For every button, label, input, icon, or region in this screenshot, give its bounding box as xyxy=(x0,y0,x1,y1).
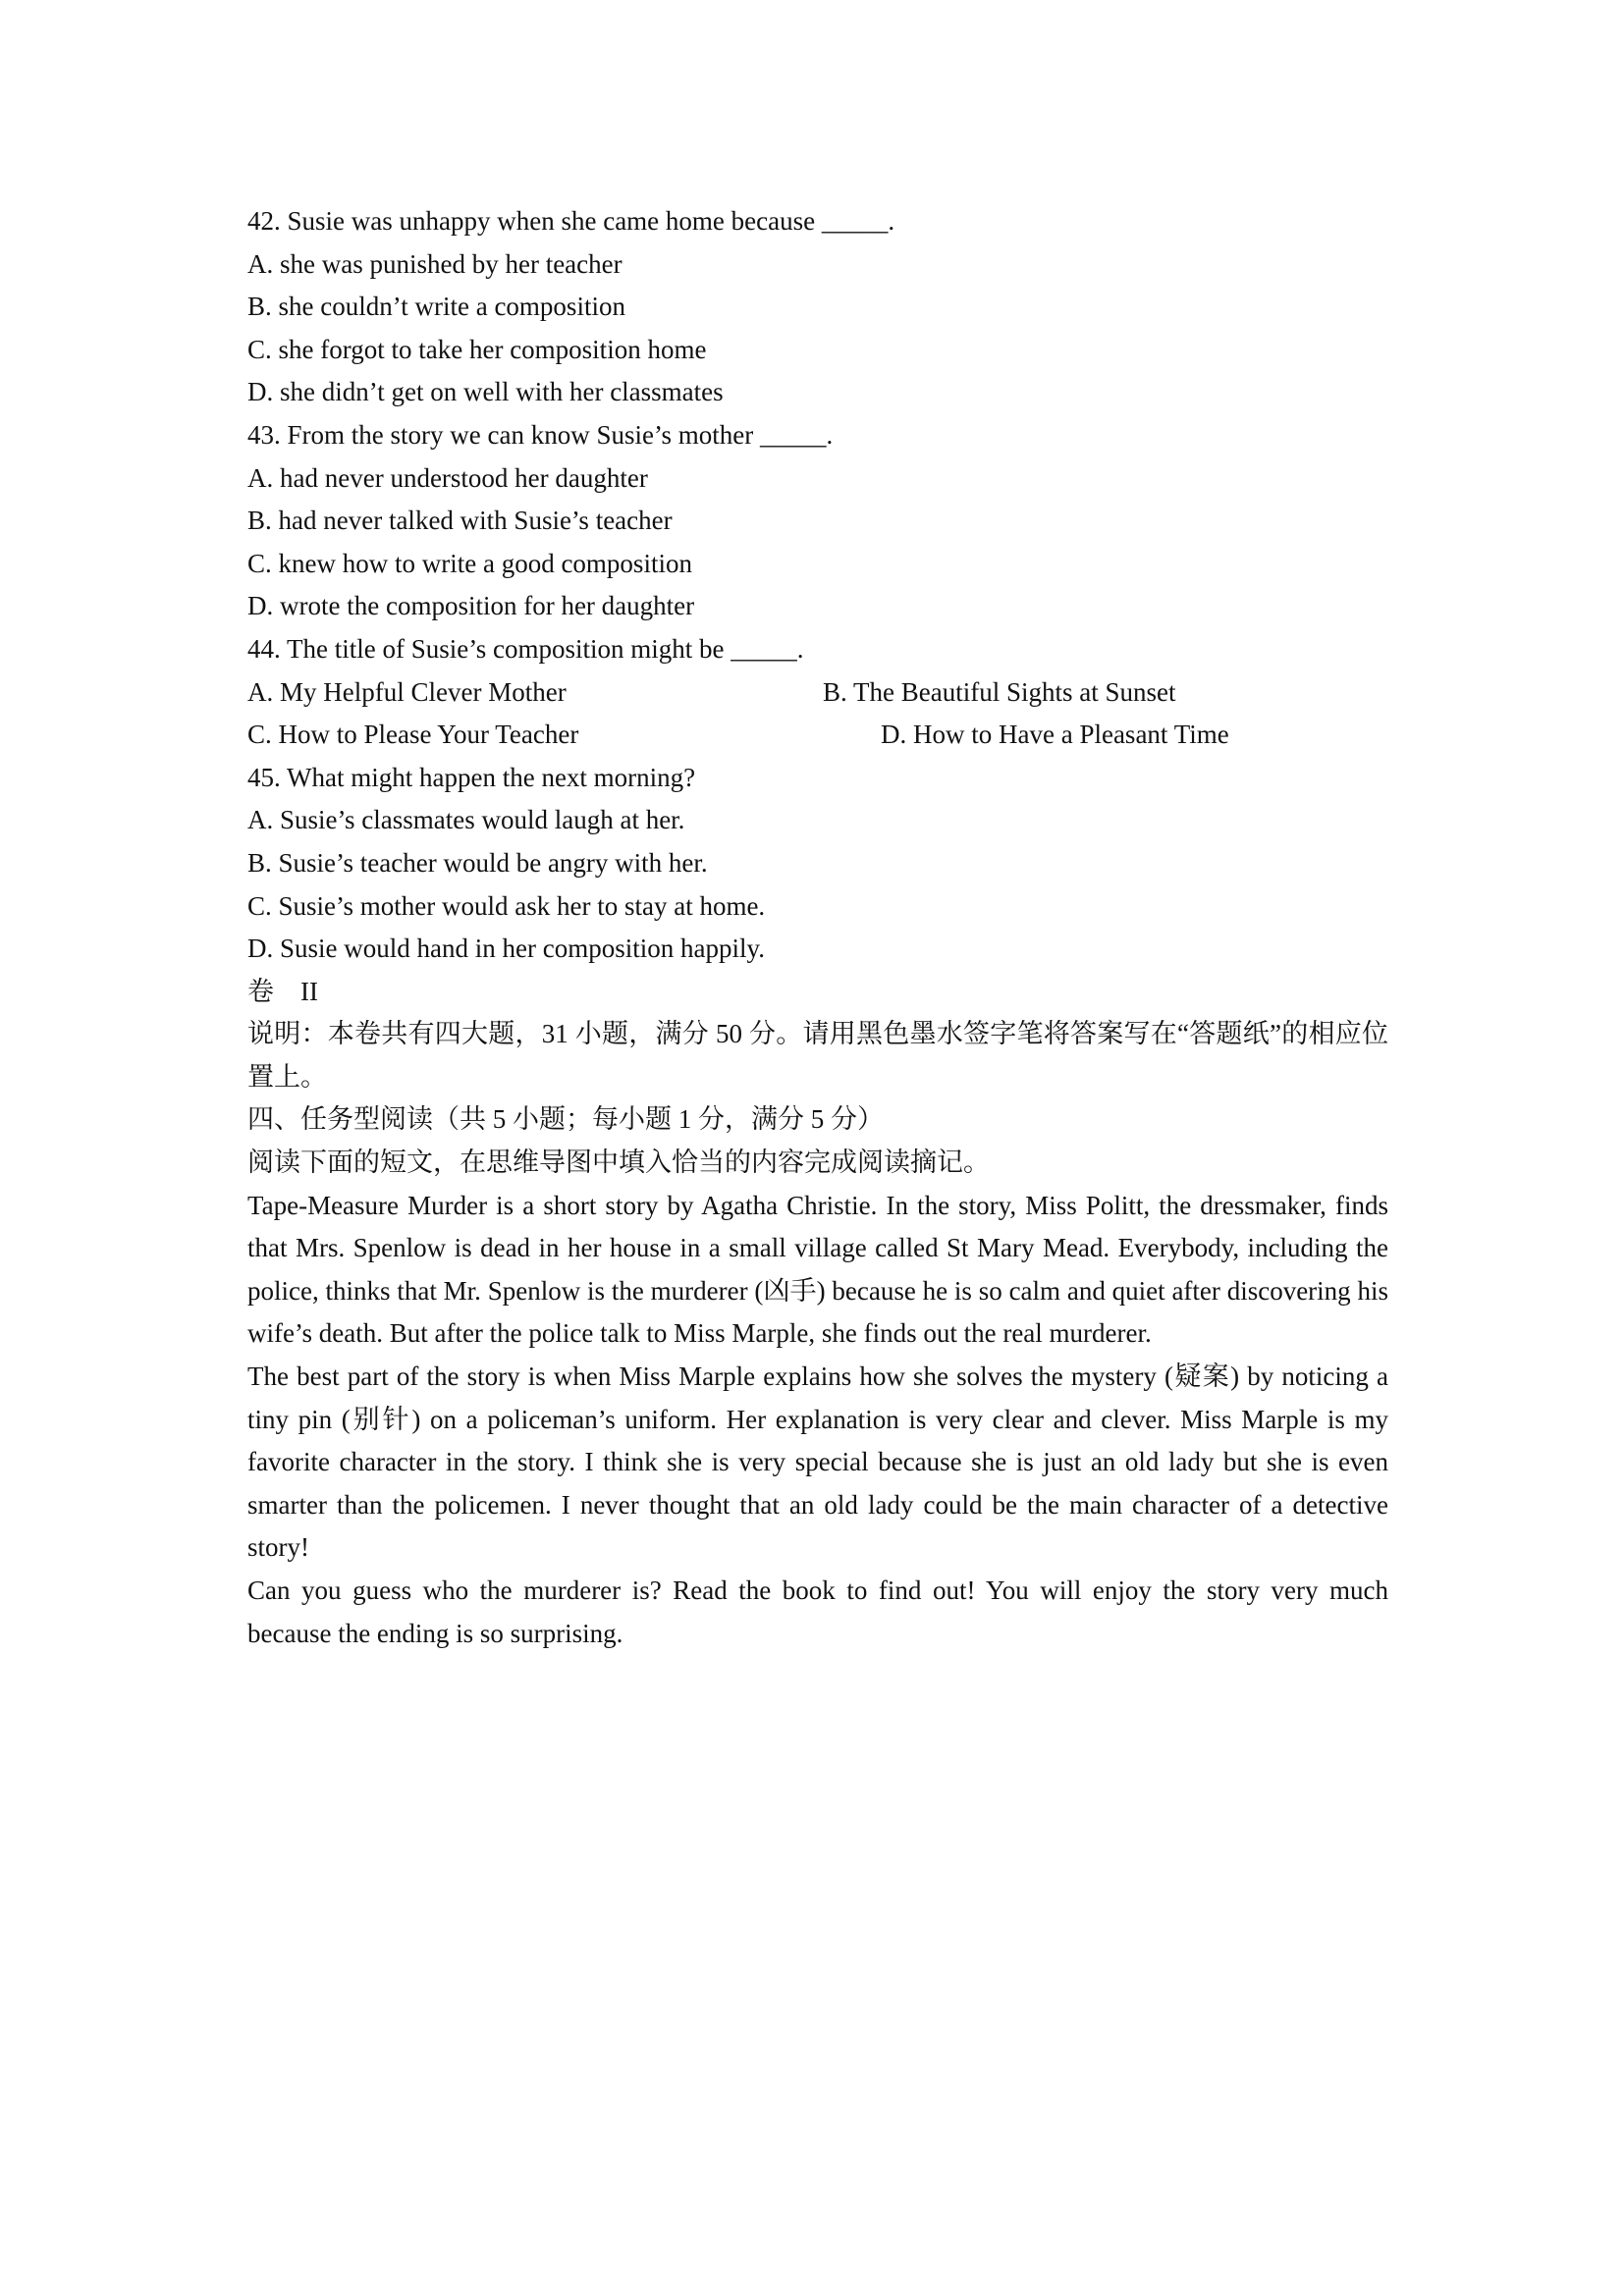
question-44-option-d: D. How to Have a Pleasant Time xyxy=(881,720,1229,750)
question-43-option-b: B. had never talked with Susie’s teacher xyxy=(247,506,673,536)
question-44-option-c: C. How to Please Your Teacher xyxy=(247,720,579,750)
question-42-option-d: D. she didn’t get on well with her classmates xyxy=(247,377,724,407)
question-44-option-b: B. The Beautiful Sights at Sunset xyxy=(823,676,1176,707)
passage-paragraph-3: Can you guess who the murderer is? Read the book to find out! You will enjoy the story very much because the ending is so surprising. xyxy=(247,1575,1388,1648)
question-44-stem: 44. The title of Susie’s composition might be _____. xyxy=(247,633,804,664)
question-43-option-d: D. wrote the composition for her daughter xyxy=(247,591,695,621)
question-43-option-a: A. had never understood her daughter xyxy=(247,462,648,493)
question-42-stem: 42. Susie was unhappy when she came home because _____. xyxy=(247,206,895,236)
passage-paragraph-2: The best part of the story is when Miss Marple explains how she solves the mystery (疑案) by noticing a tiny pin (别针) on a policeman’s uniform. Her explanation is very clear and clever. Miss Marple is my favorite character in the story. I think she is very special because she is just an old lady but she is even smarter than the policemen. I never thought that an old lady could be the main character of a detective story! xyxy=(247,1362,1388,1563)
question-42-option-b: B. she couldn’t write a composition xyxy=(247,292,625,322)
question-44-option-a: A. My Helpful Clever Mother xyxy=(247,676,567,707)
question-45-stem: 45. What might happen the next morning? xyxy=(247,762,696,792)
section-2-instructions: 说明：本卷共有四大题，31 小题，满分 50 分。请用黑色墨水签字笔将答案写在“答题纸”的相应位置上。 xyxy=(247,1019,1388,1092)
part-4-direction: 阅读下面的短文，在思维导图中填入恰当的内容完成阅读摘记。 xyxy=(247,1148,990,1178)
question-44-options-row-2 xyxy=(247,714,1388,757)
question-42-option-a: A. she was punished by her teacher xyxy=(247,248,623,279)
exam-page xyxy=(247,200,1388,1655)
question-45-option-d: D. Susie would hand in her composition happily. xyxy=(247,934,765,964)
question-45-option-a: A. Susie’s classmates would laugh at her. xyxy=(247,805,685,835)
question-43-option-c: C. knew how to write a good composition xyxy=(247,548,692,578)
question-45-option-c: C. Susie’s mother would ask her to stay at home. xyxy=(247,890,766,921)
section-2-title: 卷 II xyxy=(247,976,318,1006)
question-42-option-c: C. she forgot to take her composition home xyxy=(247,334,707,364)
question-44-options-row-1 xyxy=(247,671,1388,715)
passage-paragraph-1: Tape-Measure Murder is a short story by Agatha Christie. In the story, Miss Politt, the dressmaker, finds that Mrs. Spenlow is dead in her house in a small village called St Mary Mead. Everybody, including the police, thinks that Mr. Spenlow is the murderer (凶手) because he is so calm and quiet after discovering his wife’s death. But after the police talk to Miss Marple, she finds out the real murderer. xyxy=(247,1190,1388,1349)
question-45-option-b: B. Susie’s teacher would be angry with her. xyxy=(247,847,708,878)
question-43-stem: 43. From the story we can know Susie’s mother _____. xyxy=(247,419,834,450)
part-4-heading: 四、任务型阅读（共 5 小题；每小题 1 分，满分 5 分） xyxy=(247,1104,884,1135)
